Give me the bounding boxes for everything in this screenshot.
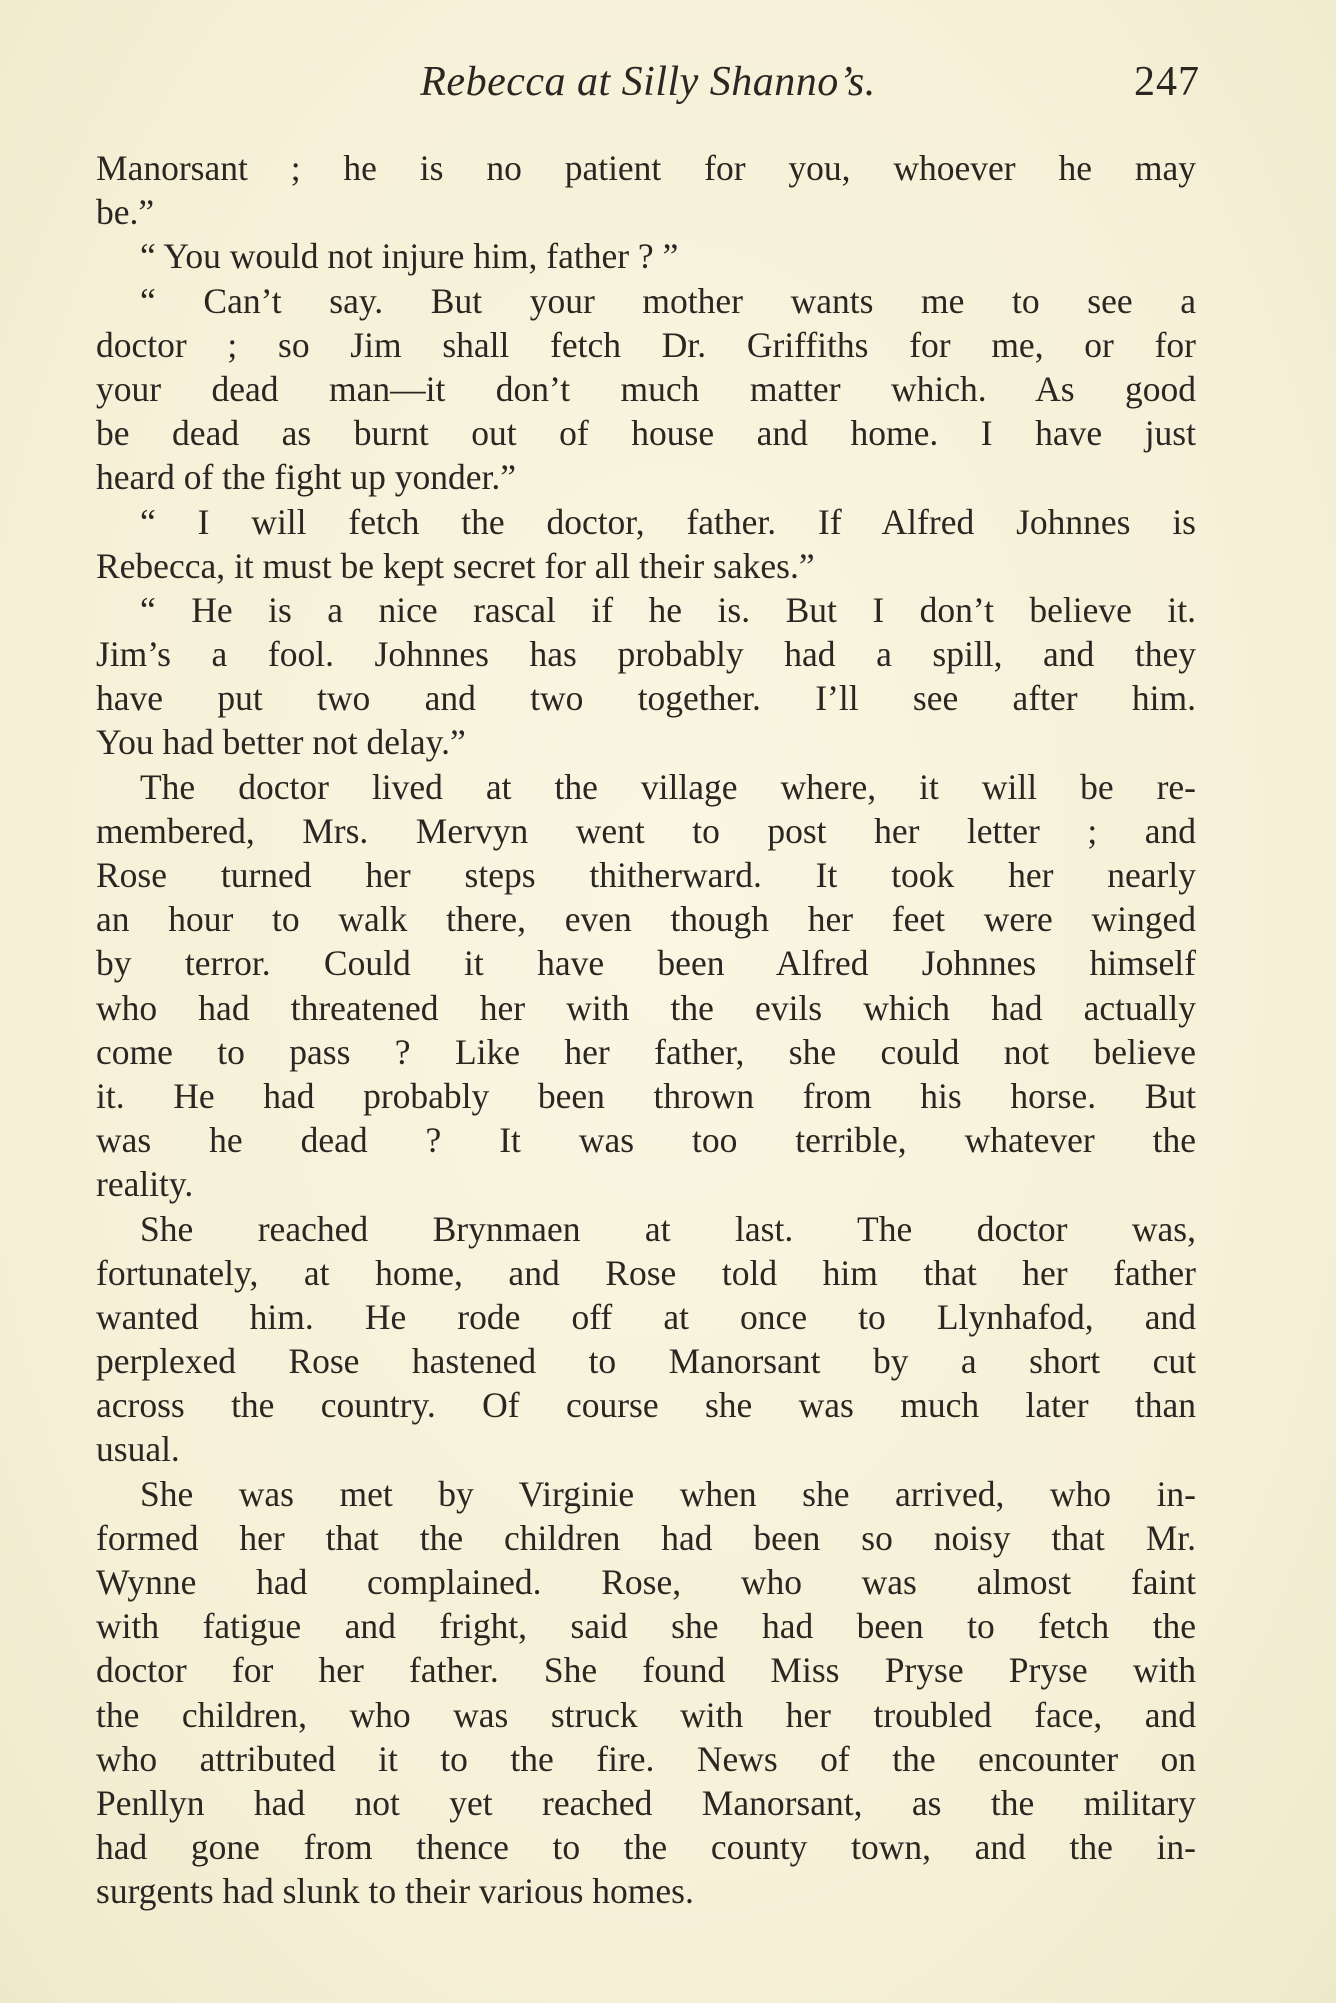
text-line: was he dead ? It was too terrible, whatever the	[96, 1120, 1196, 1161]
body-text	[96, 146, 1196, 1914]
text-line: come to pass ? Like her father, she could not believe	[96, 1031, 1196, 1072]
running-head	[96, 58, 1200, 114]
text-line: with fatigue and fright, said she had been to fetch the	[96, 1606, 1196, 1647]
text-line: You had better not delay.”	[96, 722, 466, 763]
text-line: Wynne had complained. Rose, who was almost faint	[96, 1562, 1196, 1602]
text-line: “ I will fetch the doctor, father. If Alfred Johnnes is	[140, 501, 1196, 542]
text-line: by terror. Could it have been Alfred Johnnes himself	[96, 943, 1196, 984]
text-line: be.”	[96, 192, 155, 233]
text-line: formed her that the children had been so noisy that Mr.	[96, 1517, 1196, 1558]
text-line: “ Can’t say. But your mother wants me to see a	[140, 280, 1196, 321]
text-line: “ You would not injure him, father ? ”	[140, 236, 679, 277]
text-line: “ He is a nice rascal if he is. But I don’t believe it.	[140, 589, 1196, 630]
text-line: perplexed Rose hastened to Manorsant by a short cut	[96, 1341, 1196, 1382]
text-line: fortunately, at home, and Rose told him that her father	[96, 1252, 1196, 1293]
text-line: doctor ; so Jim shall fetch Dr. Griffiths for me, or for	[96, 324, 1196, 365]
text-line: who attributed it to the fire. News of the encounter on	[96, 1738, 1196, 1779]
text-line: The doctor lived at the village where, it will be re-	[140, 766, 1196, 807]
text-line: heard of the fight up yonder.”	[96, 457, 516, 498]
text-line: Rebecca, it must be kept secret for all their sakes.”	[96, 545, 815, 586]
text-line: who had threatened her with the evils which had actually	[96, 987, 1196, 1028]
text-line: be dead as burnt out of house and home. I have just	[96, 413, 1196, 454]
text-line: the children, who was struck with her troubled face, and	[96, 1694, 1196, 1735]
text-line: Jim’s a fool. Johnnes has probably had a spill, and they	[96, 634, 1196, 675]
text-line: membered, Mrs. Mervyn went to post her letter ; and	[96, 810, 1196, 851]
text-line: surgents had slunk to their various homes.	[96, 1871, 694, 1912]
text-line: She was met by Virginie when she arrived, who in-	[140, 1473, 1196, 1514]
text-line: reality.	[96, 1164, 194, 1205]
text-line: wanted him. He rode off at once to Llynhafod, and	[96, 1296, 1196, 1337]
text-line: doctor for her father. She found Miss Pryse Pryse with	[96, 1650, 1196, 1691]
text-line: have put two and two together. I’ll see after him.	[96, 678, 1196, 719]
text-line: across the country. Of course she was much later than	[96, 1385, 1196, 1426]
text-line: it. He had probably been thrown from his horse. But	[96, 1075, 1196, 1116]
text-line: Manorsant ; he is no patient for you, whoever he may	[96, 148, 1196, 188]
text-line: your dead man—it don’t much matter which. As good	[96, 368, 1196, 409]
text-line: usual.	[96, 1429, 180, 1470]
text-line: an hour to walk there, even though her feet were winged	[96, 899, 1196, 940]
text-line: Penllyn had not yet reached Manorsant, as the military	[96, 1782, 1196, 1823]
running-title: Rebecca at Silly Shanno’s.	[420, 59, 876, 105]
page-number: 247	[1134, 59, 1200, 105]
text-line: had gone from thence to the county town, and the in-	[96, 1827, 1196, 1868]
text-line: Rose turned her steps thitherward. It took her nearly	[96, 855, 1196, 895]
text-line: She reached Brynmaen at last. The doctor was,	[140, 1208, 1196, 1249]
